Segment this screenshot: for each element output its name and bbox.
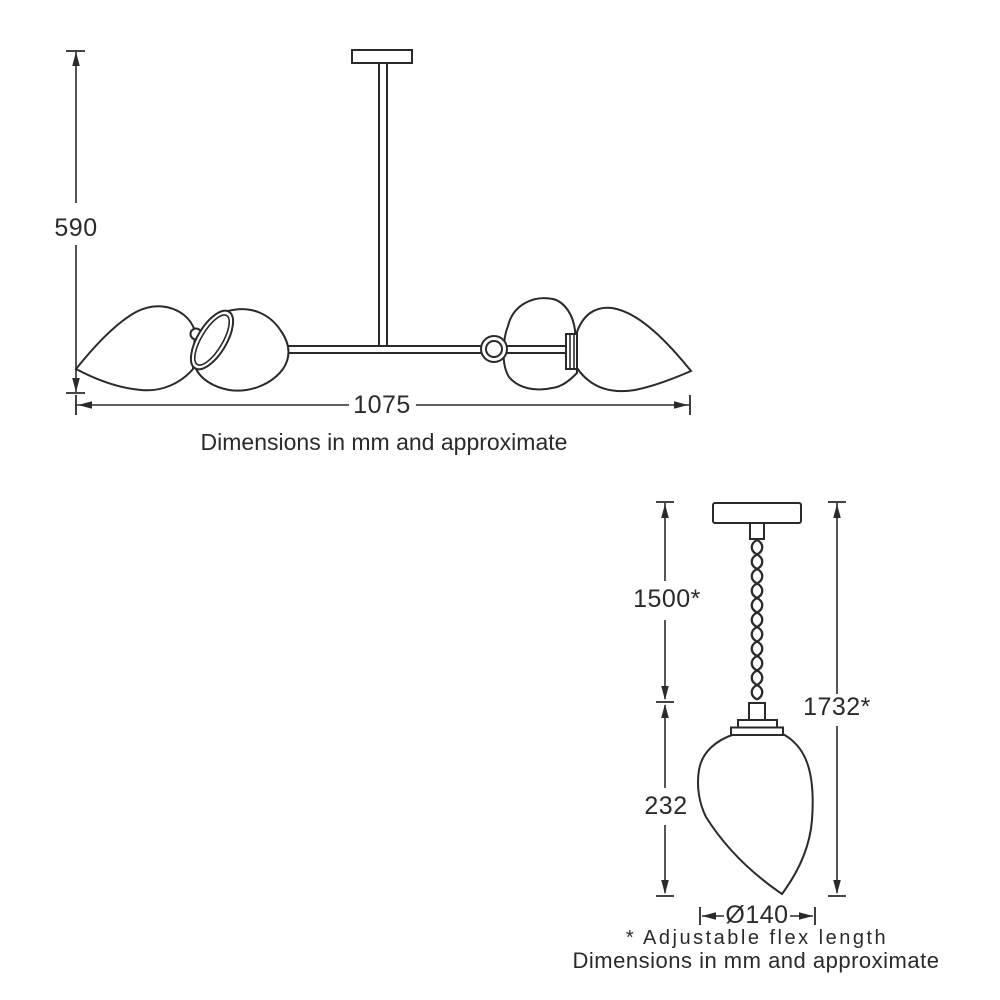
ceiling-light-drawing bbox=[76, 50, 691, 391]
pendant-caption: Dimensions in mm and approximate bbox=[572, 948, 940, 973]
arrowhead-left bbox=[78, 401, 92, 409]
flex-dim-label: 1500* bbox=[633, 585, 701, 613]
arrowhead-left bbox=[702, 912, 716, 920]
flex-length-dimension bbox=[633, 502, 701, 702]
shade-height-dim-label: 232 bbox=[644, 792, 688, 820]
arrowhead-down bbox=[833, 880, 841, 894]
arrowhead-up bbox=[72, 52, 80, 66]
shade-gallery-step bbox=[731, 728, 783, 736]
arrowhead-right bbox=[674, 401, 688, 409]
width-dim-label: 1075 bbox=[353, 391, 411, 419]
ceiling-light-caption: Dimensions in mm and approximate bbox=[200, 429, 568, 455]
drop-rod bbox=[379, 63, 387, 347]
arrowhead-right bbox=[799, 912, 813, 920]
overall-dim-label: 1732* bbox=[803, 693, 871, 721]
pendant-ceiling-plate bbox=[713, 503, 801, 523]
height-dim-label: 590 bbox=[54, 214, 98, 242]
hub-joint-inner bbox=[486, 341, 502, 357]
ceiling-plate bbox=[352, 50, 412, 63]
arrowhead-down bbox=[72, 378, 80, 392]
pendant-shade bbox=[698, 733, 813, 894]
adjustable-flex-footnote: * Adjustable flex length bbox=[625, 927, 889, 949]
shade-diameter-dimension bbox=[700, 901, 815, 929]
overall-drop-dimension bbox=[803, 502, 871, 896]
arrowhead-up bbox=[833, 504, 841, 518]
twisted-flex-strand bbox=[752, 540, 763, 700]
flex-connector bbox=[750, 523, 764, 539]
shade-left-outer bbox=[76, 306, 195, 390]
shade-height-dimension bbox=[644, 704, 687, 896]
cord-grip bbox=[749, 703, 765, 720]
arrowhead-down bbox=[661, 880, 669, 894]
width-dimension bbox=[76, 391, 690, 419]
shade-gallery-step bbox=[738, 720, 777, 728]
cross-bar bbox=[284, 346, 568, 353]
diameter-dim-label: Ø140 bbox=[725, 901, 789, 929]
twisted-flex-strand bbox=[752, 540, 763, 700]
pendant-drawing bbox=[698, 503, 813, 894]
height-dimension bbox=[54, 51, 97, 393]
shade-right-front bbox=[577, 308, 691, 391]
arrowhead-up bbox=[661, 504, 669, 518]
arrowhead-down bbox=[661, 686, 669, 700]
